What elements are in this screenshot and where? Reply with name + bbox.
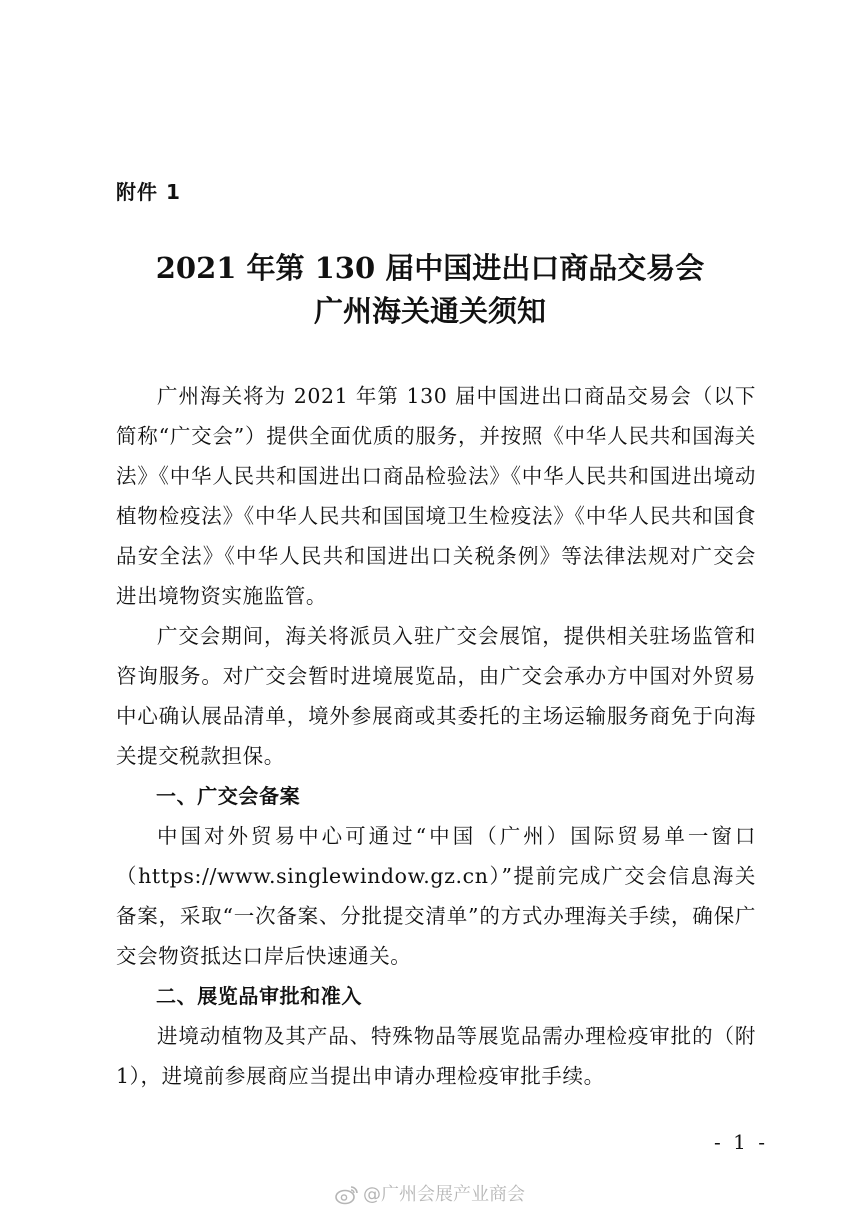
watermark xyxy=(0,1180,860,1210)
document-body xyxy=(116,376,756,1096)
section-text-registration: 中国对外贸易中心可通过“中国（广州）国际贸易单一窗口（https://www.singlewindow.gz.cn）”提前完成广交会信息海关备案，采取“一次备案、分批提交清单”的方式办理海关手续，确保广交会物资抵达口岸后快速通关。 xyxy=(116,824,756,968)
watermark-text: @广州会展产业商会 xyxy=(363,1184,525,1205)
intro-paragraph: 广州海关将为 2021 年第 130 届中国进出口商品交易会（以下简称“广交会”）提供全面优质的服务，并按照《中华人民共和国海关法》《中华人民共和国进出口商品检验法》《中华人民共和国进出境动植物检疫法》《中华人民共和国国境卫生检疫法》《中华人民共和国食品安全法》《中华人民共和国进出口关税条例》等法律法规对广交会进出境物资实施监管。 xyxy=(116,384,756,608)
weibo-icon xyxy=(335,1185,359,1210)
attachment-label: 附件 1 xyxy=(116,180,181,204)
services-paragraph: 广交会期间，海关将派员入驻广交会展馆，提供相关驻场监管和咨询服务。对广交会暂时进境展览品，由广交会承办方中国对外贸易中心确认展品清单，境外参展商或其委托的主场运输服务商免于向海关提交税款担保。 xyxy=(116,624,756,768)
section-heading-registration: 一、广交会备案 xyxy=(156,784,301,808)
page-number: - 1 - xyxy=(714,1130,768,1154)
document-title-line-1: 2021 年第 130 届中国进出口商品交易会 xyxy=(155,251,705,285)
section-heading-approval: 二、展览品审批和准入 xyxy=(156,984,362,1008)
document-title-line-2: 广州海关通关须知 xyxy=(313,294,546,328)
section-text-approval: 进境动植物及其产品、特殊物品等展览品需办理检疫审批的（附 1），进境前参展商应当提出申请办理检疫审批手续。 xyxy=(116,1024,756,1088)
